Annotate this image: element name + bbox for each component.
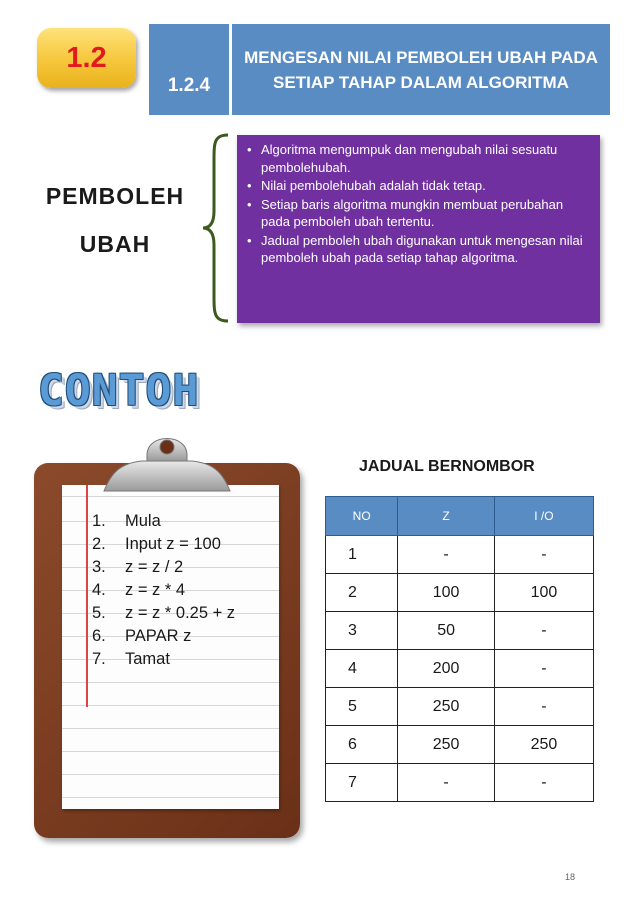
table-row	[326, 726, 594, 764]
concept-description-box	[237, 135, 600, 323]
table-cell: -	[398, 536, 494, 574]
bullet-item: • Nilai pembolehubah adalah tidak tetap.	[247, 177, 592, 195]
table-row	[326, 612, 594, 650]
chapter-number: 1.2	[66, 41, 107, 74]
column-header-z: Z	[398, 497, 494, 536]
algorithm-step: 1. Mula	[92, 512, 161, 530]
curly-brace-icon	[200, 133, 234, 323]
section-title-box	[232, 24, 610, 115]
section-number: 1.2.4	[167, 75, 211, 96]
table-cell: -	[494, 688, 593, 726]
table-cell: -	[398, 764, 494, 802]
table-cell: 100	[494, 574, 593, 612]
table-cell: -	[494, 764, 593, 802]
algorithm-step: 4. z = z * 4	[92, 581, 186, 599]
bullet-item: • Algoritma mengumpuk dan mengubah nilai sesuatu pembolehubah.	[247, 141, 592, 176]
paper-margin-line	[86, 485, 88, 707]
table-header-row	[326, 497, 594, 536]
section-title: MENGESAN NILAI PEMBOLEH UBAH PADA SETIAP TAHAP DALAM ALGORITMA	[244, 47, 598, 92]
chapter-badge	[37, 28, 136, 88]
table-cell: 3	[326, 612, 398, 650]
table-cell: 4	[326, 650, 398, 688]
column-header-io: I /O	[494, 497, 593, 536]
bullet-item: • Setiap baris algoritma mungkin membuat perubahan pada pemboleh ubah tertentu.	[247, 196, 592, 231]
table-row	[326, 536, 594, 574]
table-cell: 1	[326, 536, 398, 574]
table-cell: -	[494, 536, 593, 574]
table-cell: 2	[326, 574, 398, 612]
algorithm-step: 5. z = z * 0.25 + z	[92, 604, 236, 622]
algorithm-step: 6. PAPAR z	[92, 627, 192, 645]
table-cell: 7	[326, 764, 398, 802]
table-cell: 100	[398, 574, 494, 612]
table-cell: 200	[398, 650, 494, 688]
table-cell: -	[494, 612, 593, 650]
table-row	[326, 688, 594, 726]
table-row	[326, 574, 594, 612]
concept-label-line1: PEMBOLEH	[45, 183, 185, 209]
algorithm-steps	[92, 510, 235, 671]
table-title: JADUAL BERNOMBOR	[359, 458, 535, 475]
bullet-item: • Jadual pemboleh ubah digunakan untuk mengesan nilai pemboleh ubah pada setiap tahap algoritma.	[247, 232, 592, 267]
table-row	[326, 650, 594, 688]
algorithm-step: 3. z = z / 2	[92, 558, 184, 576]
clipboard-clip-icon	[92, 425, 242, 495]
page-number: 18	[565, 872, 576, 882]
concept-label	[30, 172, 200, 268]
table-cell: 250	[398, 726, 494, 764]
table-cell: 250	[398, 688, 494, 726]
table-cell: 50	[398, 612, 494, 650]
table-cell: 5	[326, 688, 398, 726]
table-cell: 250	[494, 726, 593, 764]
table-cell: -	[494, 650, 593, 688]
table-cell: 6	[326, 726, 398, 764]
algorithm-step: 2. Input z = 100	[92, 535, 221, 553]
concept-bullet-list	[247, 141, 592, 267]
concept-label-line2: UBAH	[79, 231, 151, 257]
variable-trace-table	[325, 496, 594, 802]
example-heading: CONTOH	[38, 366, 200, 416]
section-number-box	[149, 24, 229, 115]
table-row	[326, 764, 594, 802]
column-header-no: NO	[326, 497, 398, 536]
algorithm-step: 7. Tamat	[92, 650, 170, 668]
